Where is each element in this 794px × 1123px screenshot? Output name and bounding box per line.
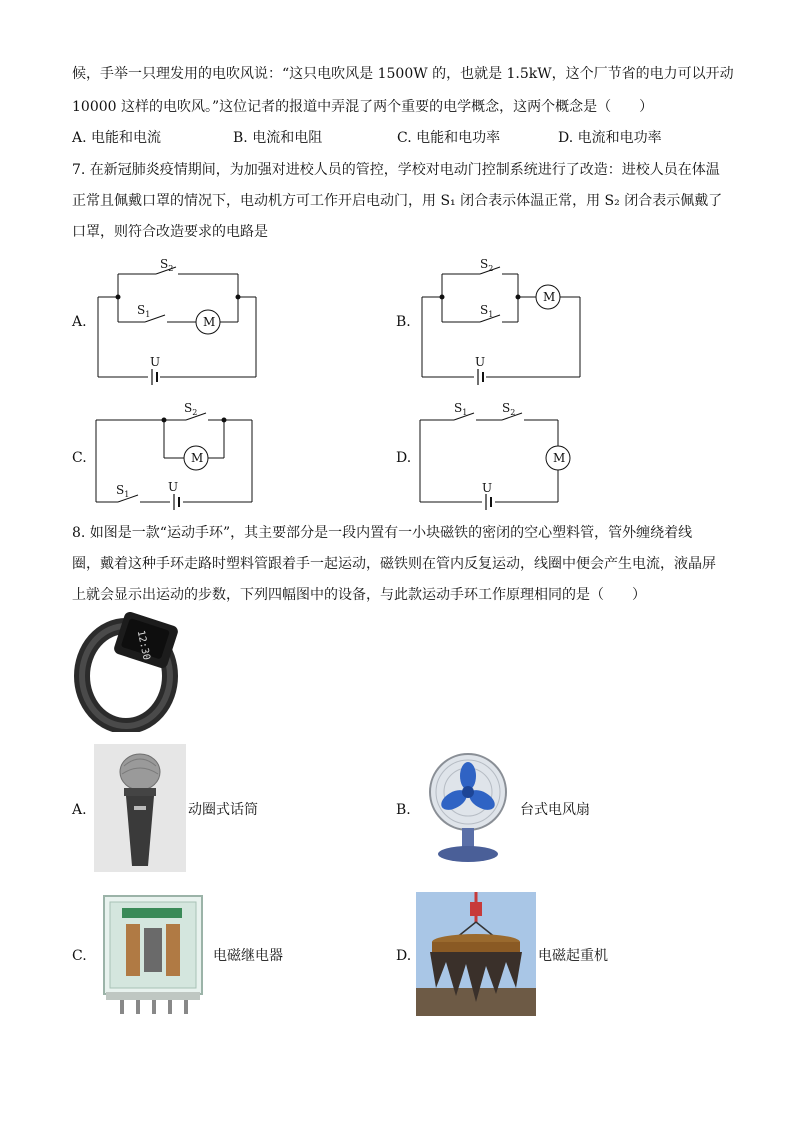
q8-text-line-2: 圈，戴着这种手环走路时塑料管跟着手一起运动，磁铁则在管内反复运动，线圈中便会产生电流，液晶屏: [72, 556, 716, 572]
q8-caption-d: 电磁起重机: [538, 948, 608, 964]
d-source-label: U: [482, 481, 493, 495]
q8-option-d-label[interactable]: D.: [396, 948, 412, 964]
c-motor-label: M: [191, 451, 204, 465]
q7-text-line-3: 口罩，则符合改造要求的电路是: [72, 224, 268, 240]
q8-text-line-1: 8. 如图是一款“运动手环”，其主要部分是一段内置有一小块磁铁的密闭的空心塑料管，管外缠绕着线: [72, 525, 693, 541]
q6-option-c[interactable]: C. 电能和电功率: [397, 130, 501, 146]
q8-option-c-label[interactable]: C.: [72, 948, 87, 964]
q7-option-d-label[interactable]: D.: [396, 450, 412, 466]
c-s2-sub: 2: [192, 408, 198, 417]
q8-option-a-label[interactable]: A.: [72, 802, 87, 818]
b-s1-label: S: [480, 303, 489, 317]
q6-option-a[interactable]: A. 电能和电流: [72, 130, 162, 146]
b-s1-sub: 1: [488, 310, 494, 319]
svg-text:S1: [116, 483, 129, 499]
electromagnet-crane-image[interactable]: [416, 892, 536, 1016]
circuit-a-diagram[interactable]: [90, 252, 270, 391]
d-s2-label: S: [502, 401, 511, 415]
a-source-label: U: [150, 355, 161, 369]
b-motor-label: M: [543, 290, 556, 304]
a-s1-sub: 1: [145, 310, 151, 319]
d-motor-label: M: [553, 451, 566, 465]
desk-fan-image[interactable]: [424, 752, 512, 864]
svg-text:S2: [184, 401, 197, 417]
b-s2-sub: 2: [488, 264, 494, 273]
c-source-label: U: [168, 480, 179, 494]
circuit-c-diagram[interactable]: [90, 396, 270, 515]
c-s1-label: S: [116, 483, 125, 497]
relay-image[interactable]: [96, 888, 210, 1020]
b-s2-label: S: [480, 257, 489, 271]
q6-option-b[interactable]: B. 电流和电阻: [233, 130, 323, 146]
c-s1-sub: 1: [124, 490, 130, 499]
q8-caption-c: 电磁继电器: [213, 948, 283, 964]
d-s1-label: S: [454, 401, 463, 415]
a-s1-label: S: [137, 303, 146, 317]
q7-option-c-label[interactable]: C.: [72, 450, 87, 466]
circuit-d-diagram[interactable]: [414, 396, 584, 515]
svg-text:S1: [480, 303, 493, 319]
a-s2-sub: 2: [168, 264, 174, 273]
b-source-label: U: [475, 355, 486, 369]
a-s2-label: S: [160, 257, 169, 271]
svg-text:S1: [454, 401, 467, 417]
q7-text-line-1: 7. 在新冠肺炎疫情期间，为加强对进校人员的管控，学校对电动门控制系统进行了改造：进校人员在体温: [72, 162, 720, 178]
q6-text-line-2: 10000 这样的电吹风。”这位记者的报道中弄混了两个重要的电学概念，这两个概念是（ ）: [72, 99, 654, 115]
band-time-display: 12:30: [134, 629, 152, 662]
q7-option-a-label[interactable]: A.: [72, 314, 87, 330]
microphone-image[interactable]: [94, 744, 186, 872]
q6-option-d[interactable]: D. 电流和电功率: [558, 130, 662, 146]
q8-caption-b: 台式电风扇: [520, 802, 590, 818]
d-s1-sub: 1: [462, 408, 468, 417]
q7-option-b-label[interactable]: B.: [396, 314, 411, 330]
a-motor-label: M: [203, 315, 216, 329]
q6-text-line-1: 候，手举一只理发用的电吹风说：“这只电吹风是 1500W 的，也就是 1.5kW，这个厂节省的电力可以开动: [72, 66, 734, 82]
svg-text:S2: [502, 401, 515, 417]
q7-text-line-2: 正常且佩戴口罩的情况下，电动机方可工作开启电动门，用 S₁ 闭合表示体温正常，用 S₂ 闭合表示佩戴了: [72, 193, 723, 209]
svg-text:S2: [480, 257, 493, 273]
d-s2-sub: 2: [510, 408, 516, 417]
q8-option-b-label[interactable]: B.: [396, 802, 411, 818]
svg-text:S2: [160, 257, 173, 273]
c-s2-label: S: [184, 401, 193, 415]
fitness-band-image: [74, 612, 178, 732]
q8-text-line-3: 上就会显示出运动的步数，下列四幅图中的设备，与此款运动手环工作原理相同的是（ ）: [72, 587, 646, 603]
circuit-b-diagram[interactable]: [414, 252, 594, 391]
q8-caption-a: 动圈式话筒: [188, 802, 258, 818]
svg-text:S1: [137, 303, 150, 319]
